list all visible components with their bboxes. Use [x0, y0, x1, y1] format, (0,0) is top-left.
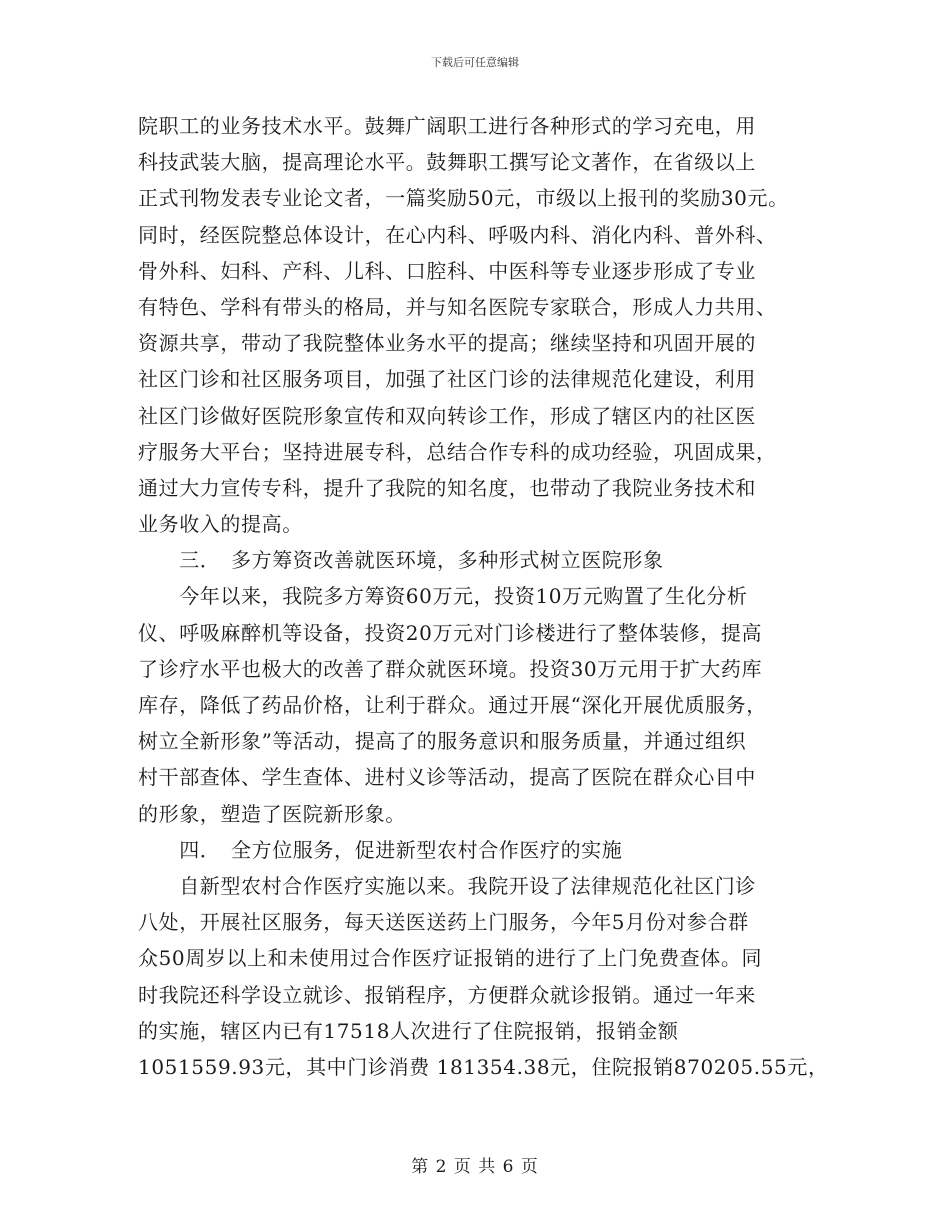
text-line: 同时，经医院整总体设计，在心内科、呼吸内科、消化内科、普外科、: [138, 222, 777, 247]
text-line: 时我院还科学设立就诊、报销程序，方便群众就诊报销。通过一年来: [138, 982, 756, 1007]
text-line: 科技武装大脑，提高理论水平。鼓舞职工撰写论文著作，在省级以上: [138, 150, 756, 175]
text-line: 的形象，塑造了医院新形象。: [138, 801, 406, 826]
text-line: 众50周岁以上和未使用过合作医疗证报销的进行了上门免费查体。同: [138, 946, 763, 971]
section-heading-3: 三． 多方筹资改善就医环境，多种形式树立医院形象: [138, 548, 664, 573]
text-line: 社区门诊做好医院形象宣传和双向转诊工作，形成了辖区内的社区医: [138, 403, 756, 428]
text-line: 疗服务大平台；坚持进展专科，总结合作专科的成功经验，巩固成果，: [138, 439, 777, 464]
text-line: 的实施，辖区内已有17518人次进行了住院报销，报销金额: [138, 1018, 679, 1043]
text-line: 资源共享，带动了我院整体业务水平的提高；继续坚持和巩固开展的: [138, 331, 756, 356]
text-line: 八处，开展社区服务，每天送医送药上门服务，今年5月份对参合群: [138, 910, 749, 935]
text-line: 今年以来，我院多方筹资60万元，投资10万元购置了生化分析: [138, 584, 748, 609]
text-line: 村干部查体、学生查体、进村义诊等活动，提高了医院在群众心目中: [138, 765, 756, 790]
text-line: 骨外科、妇科、产科、儿科、口腔科、中医科等专业逐步形成了专业: [138, 258, 756, 283]
text-line: 正式刊物发表专业论文者，一篇奖励50元，市级以上报刊的奖励30元。: [138, 186, 789, 211]
text-line: 仪、呼吸麻醉机等设备，投资20万元对门诊楼进行了整体装修，提高: [138, 620, 763, 645]
text-line: 院职工的业务技术水平。鼓舞广阔职工进行各种形式的学习充电，用: [138, 114, 756, 138]
page-number-footer: 第 2 页 共 6 页: [411, 1157, 539, 1177]
text-line: 了诊疗水平也极大的改善了群众就医环境。投资30万元用于扩大药库: [138, 656, 763, 681]
text-line: 库存，降低了药品价格，让利于群众。通过开展“深化开展优质服务，: [138, 693, 767, 717]
text-line: 业务收入的提高。: [138, 512, 303, 537]
page-header-note: 下载后可任意编辑: [431, 56, 519, 69]
text-line: 自新型农村合作医疗实施以来。我院开设了法律规范化社区门诊: [138, 873, 756, 898]
document-body: [138, 108, 838, 1085]
text-line: 1051559.93元，其中门诊消费 181354.38元，住院报销870205.55元，: [138, 1054, 829, 1079]
text-line: 有特色、学科有带头的格局，并与知名医院专家联合，形成人力共用、: [138, 294, 777, 319]
text-line: 树立全新形象”等活动，提高了的服务意识和服务质量，并通过组织: [138, 729, 747, 754]
section-heading-4: 四． 全方位服务，促进新型农村合作医疗的实施: [138, 837, 623, 862]
text-line: 通过大力宣传专科，提升了我院的知名度，也带动了我院业务技术和: [138, 475, 756, 500]
text-line: 社区门诊和社区服务项目，加强了社区门诊的法律规范化建设，利用: [138, 367, 756, 392]
